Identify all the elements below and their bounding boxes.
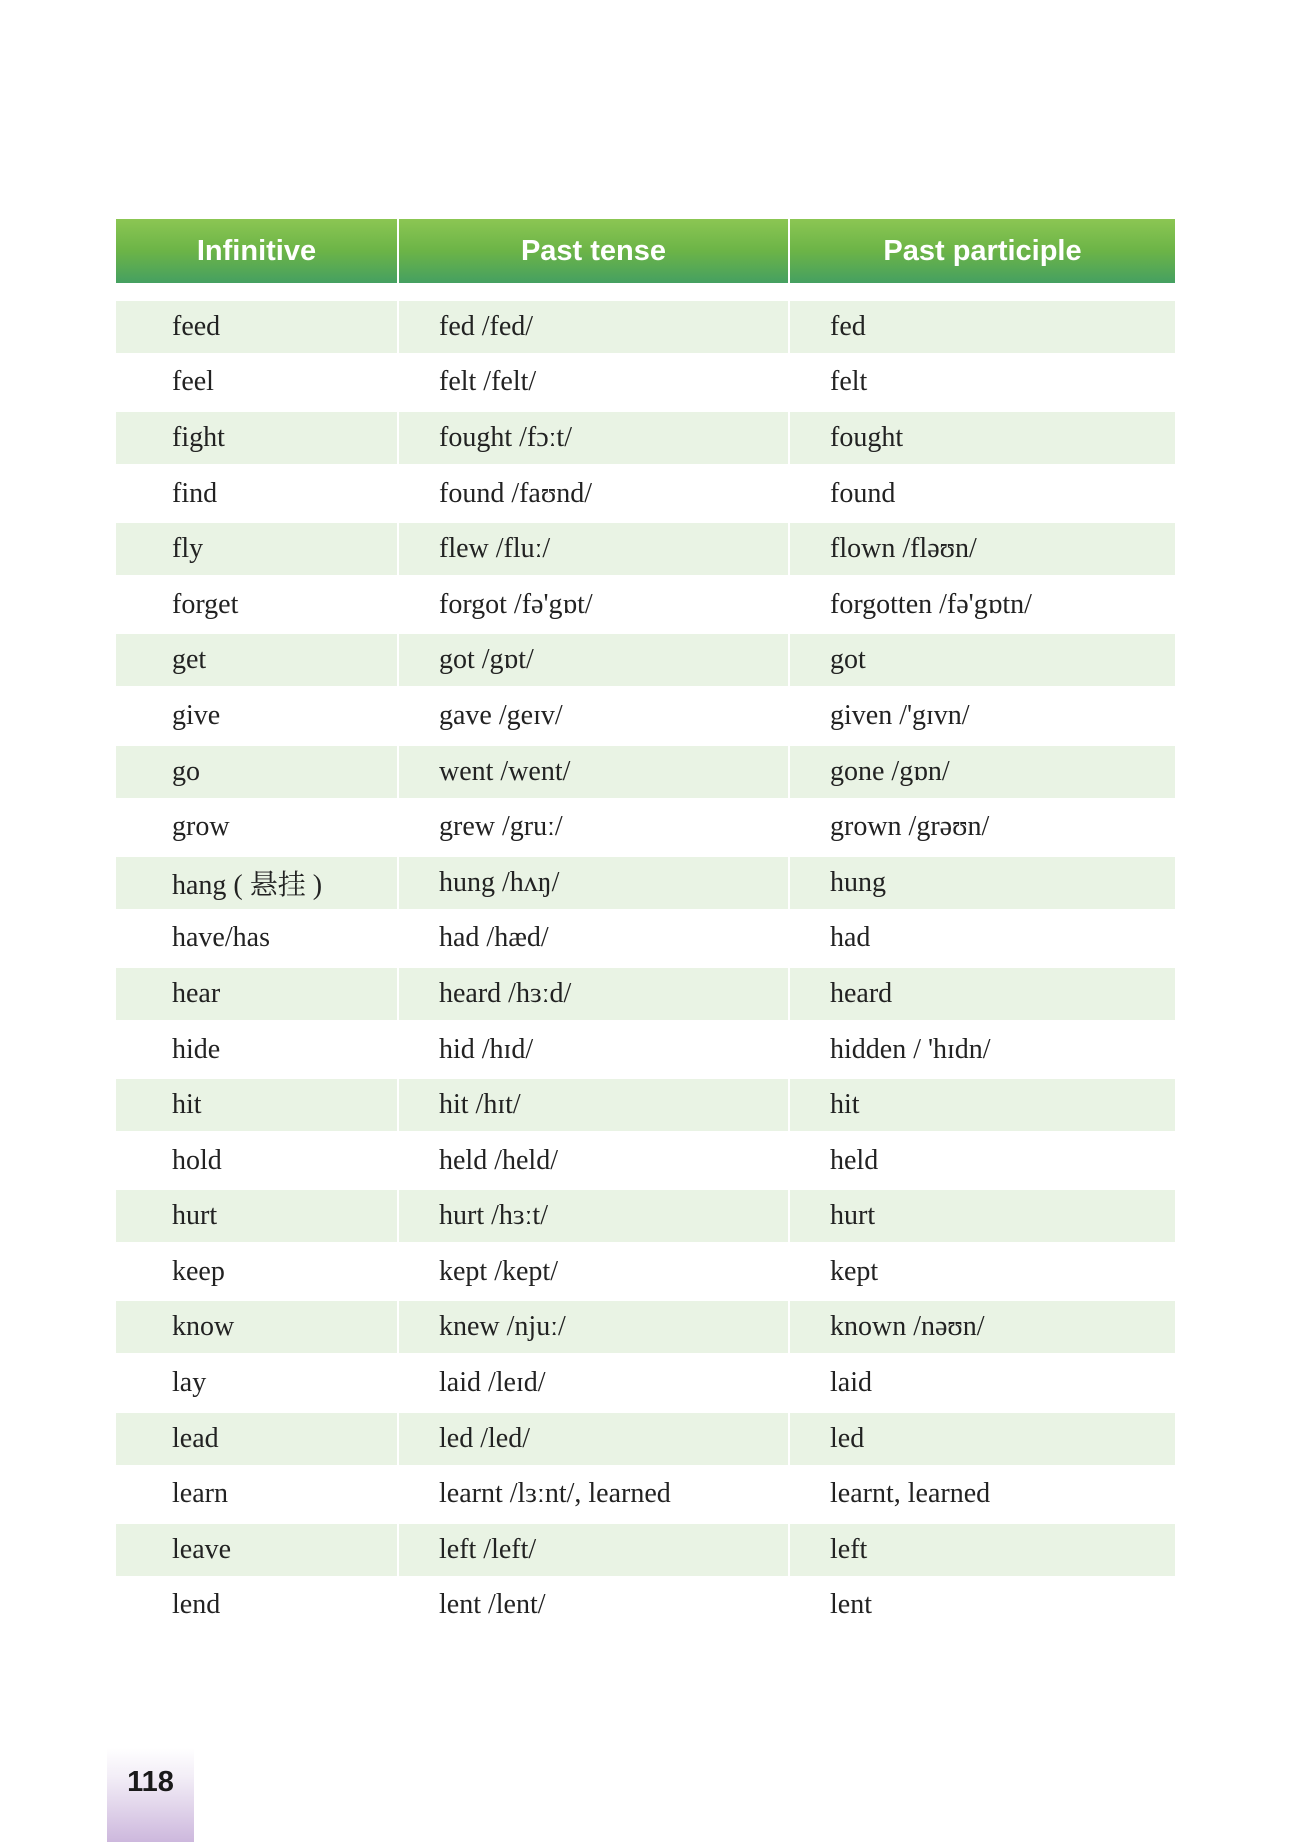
cell-infinitive: hurt [116,1190,397,1242]
cell-past-participle: heard [790,968,1175,1020]
cell-past-tense: heard /hɜːd/ [399,968,788,1020]
cell-infinitive: fly [116,523,397,575]
cell-past-tense: lent /lent/ [439,1589,546,1621]
cell-infinitive: get [116,634,397,686]
cell-past-tense: forgot /fə'gɒt/ [439,588,593,620]
cell-past-tense: gave /geɪv/ [439,699,563,731]
cell-infinitive: learn [172,1478,228,1510]
cell-past-tense: got /gɒt/ [399,634,788,686]
cell-past-tense: left /left/ [399,1524,788,1576]
cell-past-tense: knew /njuː/ [399,1301,788,1353]
table-body [116,299,1175,1633]
cell-past-participle: learnt, learned [830,1478,991,1510]
cell-past-participle: flown /fləʊn/ [790,523,1175,575]
cell-infinitive: hit [116,1079,397,1131]
cell-past-tense: kept /kept/ [439,1255,558,1287]
table-row [116,744,1175,800]
cell-past-tense: hung /hʌŋ/ [399,857,788,909]
table-row [116,1244,1175,1300]
cell-past-participle: lent [830,1589,872,1621]
cell-past-tense: hurt /hɜːt/ [399,1190,788,1242]
cell-past-tense: felt /felt/ [439,366,537,398]
table-row [116,688,1175,744]
cell-infinitive: grow [172,811,230,843]
cell-past-tense: found /faʊnd/ [439,477,593,509]
cell-infinitive: feel [172,366,214,398]
table-row [116,633,1175,689]
cell-past-participle: felt [830,366,868,398]
cell-infinitive: feed [116,301,397,353]
table-row [116,1522,1175,1578]
cell-infinitive: keep [172,1255,225,1287]
cell-past-participle: kept [830,1255,879,1287]
header-past-participle: Past participle [790,219,1175,283]
cell-past-participle: hung [790,857,1175,909]
cell-infinitive: hide [172,1033,221,1065]
cell-past-tense: grew /gruː/ [439,811,563,843]
table-row [116,466,1175,522]
cell-past-participle: fed [790,301,1175,353]
cell-past-participle: given /'gɪvn/ [830,699,970,731]
table-row [116,799,1175,855]
cell-past-participle: laid [830,1367,872,1399]
table-row [116,855,1175,911]
cell-past-participle: led [790,1413,1175,1465]
header-past-tense: Past tense [399,219,788,283]
cell-infinitive: know [116,1301,397,1353]
irregular-verbs-table [116,219,1175,1633]
cell-past-tense: laid /leɪd/ [439,1367,546,1399]
table-row [116,577,1175,633]
table-row [116,1411,1175,1467]
cell-past-participle: found [830,477,896,509]
table-row [116,1466,1175,1522]
cell-past-participle: got [790,634,1175,686]
table-row [116,1022,1175,1078]
cell-past-tense: hid /hɪd/ [439,1033,534,1065]
page-number-tab [107,1748,194,1842]
cell-infinitive: go [116,746,397,798]
table-row [116,1300,1175,1356]
cell-past-participle: hidden / 'hɪdn/ [830,1033,991,1065]
cell-past-participle: hurt [790,1190,1175,1242]
cell-past-tense: flew /fluː/ [399,523,788,575]
cell-infinitive: hang ( 悬挂 ) [116,857,397,909]
cell-infinitive: fight [116,412,397,464]
table-row [116,1133,1175,1189]
cell-past-participle: forgotten /fə'gɒtn/ [830,588,1032,620]
cell-past-participle: known /nəʊn/ [790,1301,1175,1353]
table-row [116,1578,1175,1634]
cell-past-participle: held [830,1144,879,1176]
cell-infinitive: find [172,477,218,509]
cell-past-participle: grown /grəʊn/ [830,811,990,843]
cell-past-participle: fought [790,412,1175,464]
cell-infinitive: have/has [172,922,270,954]
table-row [116,521,1175,577]
table-header [116,219,1175,283]
cell-infinitive: forget [172,588,239,620]
cell-past-participle: hit [790,1079,1175,1131]
cell-past-tense: went /went/ [399,746,788,798]
cell-past-participle: had [830,922,871,954]
table-row [116,1189,1175,1245]
cell-past-tense: led /led/ [399,1413,788,1465]
table-row [116,299,1175,355]
table-row [116,1077,1175,1133]
table-row [116,966,1175,1022]
cell-infinitive: give [172,699,221,731]
cell-past-tense: learnt /lɜːnt/, learned [439,1478,671,1510]
cell-past-tense: hit /hɪt/ [399,1079,788,1131]
cell-past-tense: had /hæd/ [439,922,549,954]
table-row [116,355,1175,411]
cell-infinitive: lead [116,1413,397,1465]
cell-infinitive: hold [172,1144,222,1176]
cell-past-participle: gone /gɒn/ [790,746,1175,798]
table-row [116,1355,1175,1411]
cell-past-tense: fought /fɔːt/ [399,412,788,464]
cell-infinitive: leave [116,1524,397,1576]
table-row [116,410,1175,466]
cell-past-tense: held /held/ [439,1144,558,1176]
header-infinitive: Infinitive [116,219,397,283]
cell-infinitive: hear [116,968,397,1020]
cell-past-tense: fed /fed/ [399,301,788,353]
cell-past-participle: left [790,1524,1175,1576]
page-number: 118 [127,1766,174,1798]
cell-infinitive: lend [172,1589,221,1621]
cell-infinitive: lay [172,1367,207,1399]
table-row [116,911,1175,967]
